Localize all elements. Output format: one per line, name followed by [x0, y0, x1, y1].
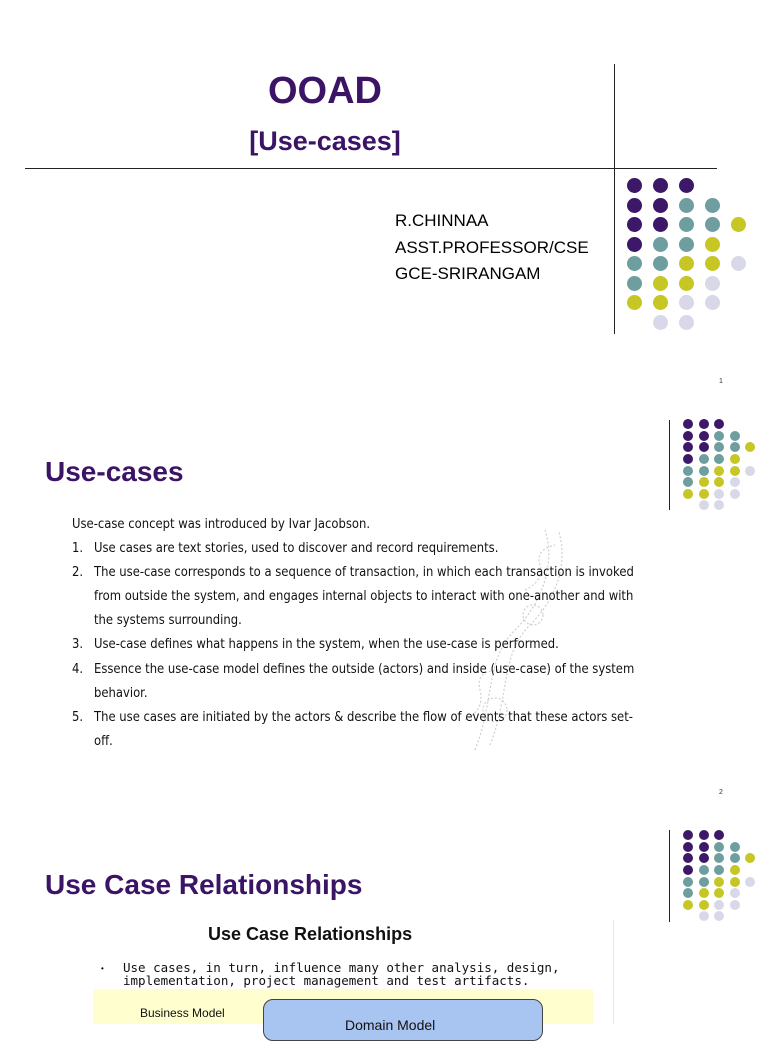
decorative-dot	[627, 295, 642, 310]
decorative-dot	[714, 500, 724, 510]
decorative-dot	[653, 178, 668, 193]
decorative-dot	[653, 276, 668, 291]
slide3-vertical-rule	[669, 830, 670, 922]
decorative-dot	[699, 842, 709, 852]
decorative-dot	[679, 217, 694, 232]
decorative-dot	[699, 419, 709, 429]
slide2-heading: Use-cases	[45, 456, 184, 487]
list-text: Use cases are text stories, used to discover and record requirements.	[94, 540, 499, 556]
decorative-dot	[730, 431, 740, 441]
page-number: 2	[719, 789, 723, 796]
decorative-dot	[714, 888, 724, 898]
domain-model-label: Domain Model	[345, 1017, 436, 1033]
bullet-line: implementation, project management and test artifacts.	[123, 973, 530, 988]
list-text: behavior.	[94, 685, 148, 701]
slide2-vertical-rule	[669, 420, 670, 510]
decorative-dot	[679, 315, 694, 330]
decorative-dot	[683, 442, 693, 452]
decorative-dot	[683, 877, 693, 887]
decorative-dot	[683, 431, 693, 441]
decorative-dot	[699, 442, 709, 452]
author-name: R.CHINNAA	[395, 211, 489, 230]
image-border	[613, 920, 614, 1024]
business-model-label: Business Model	[140, 1006, 225, 1020]
list-text: Essence the use-case model defines the outside (actors) and inside (use-case) of the system	[94, 661, 635, 677]
decorative-dot	[683, 842, 693, 852]
decorative-dot	[683, 489, 693, 499]
slide3-heading: Use Case Relationships	[45, 869, 363, 900]
slide1-title: OOAD	[268, 70, 382, 112]
list-number: 2.	[72, 564, 84, 580]
decorative-dot	[699, 877, 709, 887]
decorative-dot	[627, 256, 642, 271]
decorative-dot	[653, 256, 668, 271]
decorative-dot	[730, 477, 740, 487]
decorative-dot	[705, 256, 720, 271]
decorative-dot	[699, 830, 709, 840]
list-text: the systems surrounding.	[94, 612, 242, 628]
decorative-dot	[714, 466, 724, 476]
decorative-dot	[714, 442, 724, 452]
decorative-dot	[683, 466, 693, 476]
decorative-dot	[627, 178, 642, 193]
decorative-dot	[699, 900, 709, 910]
list-number: 3.	[72, 636, 84, 652]
list-text: The use cases are initiated by the actors & describe the flow of events that these actors set-	[94, 709, 633, 725]
decorative-dot	[683, 900, 693, 910]
decorative-dot	[714, 419, 724, 429]
decorative-dot	[653, 198, 668, 213]
decorative-dot	[699, 489, 709, 499]
decorative-dot	[627, 198, 642, 213]
list-text: Use-case defines what happens in the system, when the use-case is performed.	[94, 636, 559, 652]
page-number: 1	[719, 378, 723, 385]
list-text: The use-case corresponds to a sequence of transaction, in which each transaction is invoked	[94, 564, 634, 580]
list-text: from outside the system, and engages internal objects to interact with one-another and with	[94, 588, 634, 604]
decorative-dot	[699, 500, 709, 510]
author-block	[395, 208, 589, 288]
decorative-dot	[745, 877, 755, 887]
decorative-dot	[730, 454, 740, 464]
decorative-dot	[679, 178, 694, 193]
author-title: ASST.PROFESSOR/CSE	[395, 237, 589, 257]
decorative-dot	[653, 237, 668, 252]
decorative-dot	[714, 911, 724, 921]
decorative-dot	[705, 217, 720, 232]
decorative-dot	[627, 237, 642, 252]
list-number: 5.	[72, 709, 84, 725]
decorative-dot	[705, 198, 720, 213]
decorative-dot	[730, 888, 740, 898]
decorative-dot	[745, 853, 755, 863]
decorative-dot	[730, 877, 740, 887]
decorative-dot	[705, 295, 720, 310]
decorative-dot	[683, 477, 693, 487]
decorative-dot	[730, 865, 740, 875]
decorative-dot	[714, 877, 724, 887]
decorative-dot	[699, 454, 709, 464]
decorative-dot	[699, 466, 709, 476]
intro-text: Use-case concept was introduced by Ivar Jacobson.	[72, 516, 371, 532]
inner-slide-title: Use Case Relationships	[208, 924, 413, 944]
slide1-vertical-rule	[614, 64, 615, 334]
bullet-text	[123, 961, 560, 987]
decorative-dot	[714, 853, 724, 863]
slide1-subtitle: [Use-cases]	[249, 126, 401, 156]
decorative-dot	[714, 489, 724, 499]
decorative-dot	[683, 830, 693, 840]
decorative-dot	[714, 431, 724, 441]
decorative-dot	[730, 853, 740, 863]
decorative-dot	[714, 830, 724, 840]
decorative-dot	[714, 454, 724, 464]
bullet-marker: •	[101, 964, 104, 973]
decorative-dot	[699, 431, 709, 441]
decorative-dot	[627, 276, 642, 291]
decorative-dot	[714, 865, 724, 875]
decorative-dot	[683, 865, 693, 875]
list-number: 4.	[72, 661, 84, 677]
decorative-dot	[730, 842, 740, 852]
decorative-dot	[627, 217, 642, 232]
decorative-dot	[731, 217, 746, 232]
decorative-dot	[683, 454, 693, 464]
decorative-dot	[653, 315, 668, 330]
decorative-dot	[679, 256, 694, 271]
decorative-dot	[699, 865, 709, 875]
decorative-dot	[730, 900, 740, 910]
decorative-dot	[745, 466, 755, 476]
decorative-dot	[699, 477, 709, 487]
decorative-dot	[679, 198, 694, 213]
decorative-dot	[699, 853, 709, 863]
decorative-dot	[679, 295, 694, 310]
decorative-dot	[653, 295, 668, 310]
author-institution: GCE-SRIRANGAM	[395, 264, 541, 283]
decorative-dot	[705, 237, 720, 252]
list-number: 1.	[72, 540, 84, 556]
decorative-dot	[705, 276, 720, 291]
decorative-dot	[730, 489, 740, 499]
decorative-dot	[683, 888, 693, 898]
decorative-dot	[714, 842, 724, 852]
decorative-dot	[730, 466, 740, 476]
decorative-dot	[679, 276, 694, 291]
list-text: off.	[94, 733, 113, 749]
decorative-dot	[714, 900, 724, 910]
decorative-dot	[745, 442, 755, 452]
decorative-dot	[653, 217, 668, 232]
decorative-dot	[699, 911, 709, 921]
decorative-dot	[683, 853, 693, 863]
decorative-dot	[699, 888, 709, 898]
decorative-dot	[730, 442, 740, 452]
decorative-dot	[731, 256, 746, 271]
bullet-line: Use cases, in turn, influence many other analysis, design,	[123, 960, 560, 975]
decorative-dot	[714, 477, 724, 487]
decorative-dot	[683, 419, 693, 429]
decorative-dot	[679, 237, 694, 252]
